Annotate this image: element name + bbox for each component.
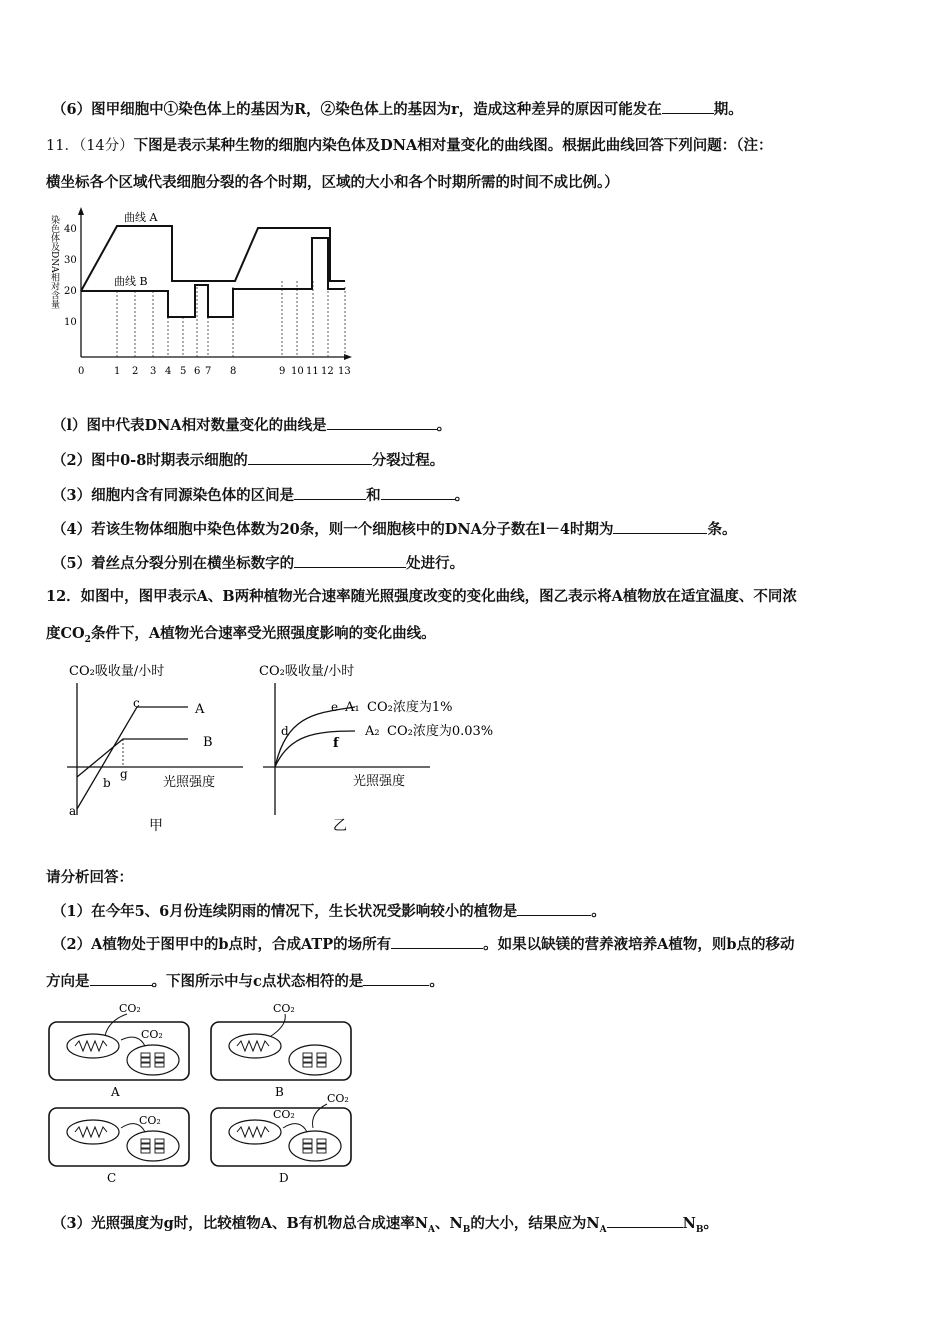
answer-blank[interactable] xyxy=(613,519,707,534)
svg-text:A: A xyxy=(111,1085,120,1099)
fig-yi-label-co2-2: CO₂浓度为0.03% xyxy=(387,724,494,739)
q12-p2: （2）A植物处于图甲中的b点时，合成ATP的场所有 。如果以缺镁的营养液培养A植物，则b点的移动 xyxy=(52,936,795,953)
cell-diagrams xyxy=(45,1000,365,1190)
fig-jia-label-a: a xyxy=(69,804,77,818)
fig-jia-label-c: c xyxy=(133,696,140,710)
svg-text:CO₂: CO₂ xyxy=(327,1092,349,1105)
y-tick-10: 10 xyxy=(64,317,77,328)
svg-text:5: 5 xyxy=(180,366,187,377)
fig-jia-label-b: b xyxy=(103,776,111,790)
svg-text:CO₂: CO₂ xyxy=(119,1002,141,1015)
x-ticks xyxy=(78,366,351,377)
fig-jia-xlabel: 光照强度 xyxy=(163,775,216,790)
q11-p2: （2）图中0-8时期表示细胞的 分裂过程。 xyxy=(52,452,445,469)
fig-yi-label-A2: A₂ xyxy=(365,724,380,739)
period-dividers xyxy=(117,281,345,357)
q11-p5: （5）着丝点分裂分别在横坐标数字的 处进行。 xyxy=(52,555,465,572)
fig-yi-label-f: f xyxy=(333,736,339,751)
svg-text:C: C xyxy=(107,1171,117,1185)
svg-text:CO₂: CO₂ xyxy=(139,1114,161,1127)
fig-yi xyxy=(255,655,535,835)
q11-chromosome-dna-chart xyxy=(40,205,360,385)
answer-blank[interactable] xyxy=(363,971,429,986)
svg-text:0: 0 xyxy=(78,366,85,377)
answer-blank[interactable] xyxy=(294,553,406,568)
svg-text:CO₂: CO₂ xyxy=(141,1028,163,1041)
svg-text:3: 3 xyxy=(150,366,157,377)
y-axis-label: 染色体及DNA相对含量 xyxy=(49,215,59,309)
answer-blank[interactable] xyxy=(248,450,372,465)
svg-text:1: 1 xyxy=(114,366,121,377)
fig-jia-label-B: B xyxy=(203,735,213,750)
fig-jia-caption: 甲 xyxy=(149,818,163,834)
fig-yi-label-A1: A₁ xyxy=(345,700,360,715)
q11-number: 11． xyxy=(46,138,79,154)
answer-blank[interactable] xyxy=(327,415,437,430)
fig-jia-curve-a xyxy=(77,707,188,809)
q12-p2b: 方向是 。下图所示中与c点状态相符的是 。 xyxy=(46,973,444,990)
svg-text:2: 2 xyxy=(132,366,139,377)
svg-text:12: 12 xyxy=(321,366,334,377)
fig-jia-curve-b xyxy=(77,739,188,777)
cell-a[interactable] xyxy=(49,1002,189,1099)
svg-text:4: 4 xyxy=(165,366,172,377)
answer-blank[interactable] xyxy=(294,485,366,500)
svg-text:13: 13 xyxy=(338,366,351,377)
cell-c[interactable] xyxy=(49,1108,189,1185)
q12-stem-line1: 12．如图中，图甲表示A、B两种植物光合速率随光照强度改变的变化曲线，图乙表示将A植物放在适宜温度、不同浓 xyxy=(46,588,797,605)
q12-ask: 请分析回答： xyxy=(46,869,133,886)
fig-jia-ylabel: CO₂吸收量/小时 xyxy=(69,664,165,679)
fig-yi-label-co2-1: CO₂浓度为1% xyxy=(367,700,453,715)
q11-p4: （4）若该生物体细胞中染色体数为20条，则一个细胞核中的DNA分子数在l－4时期为 条。 xyxy=(52,521,737,538)
q12-stem-line2: 度$CO_2$条件下，A植物光合速率受光照强度影响的变化曲线。 xyxy=(46,625,436,645)
q11-stem-line2: 横坐标各个区域代表细胞分裂的各个时期，区域的大小和各个时期所需的时间不成比例。） xyxy=(46,174,619,191)
q11-stem-text: 下图是表示某种生物的细胞内染色体及DNA相对量变化的曲线图。根据此曲线回答下列问题：（注： xyxy=(133,137,773,154)
y-axis-arrow xyxy=(78,207,84,215)
svg-text:B: B xyxy=(275,1085,284,1099)
answer-blank[interactable] xyxy=(517,901,591,916)
q11-score: （14分） xyxy=(78,138,134,154)
q11-p1: （l）图中代表DNA相对数量变化的曲线是 。 xyxy=(52,417,452,434)
y-tick-20: 20 xyxy=(64,286,77,297)
svg-text:CO₂: CO₂ xyxy=(273,1002,295,1015)
q12-p1: （1）在今年5、6月份连续阴雨的情况下，生长状况受影响较小的植物是 。 xyxy=(52,903,606,920)
curve-a-label: 曲线 A xyxy=(124,211,158,224)
svg-text:11: 11 xyxy=(306,366,319,377)
answer-blank[interactable] xyxy=(391,934,483,949)
q11-stem-line1 xyxy=(46,136,772,156)
cell-d[interactable] xyxy=(211,1092,351,1185)
cell-b[interactable] xyxy=(211,1002,351,1099)
svg-text:CO₂: CO₂ xyxy=(273,1108,295,1121)
answer-blank[interactable] xyxy=(90,971,152,986)
answer-blank[interactable] xyxy=(381,485,455,500)
fig-yi-label-e: e xyxy=(331,700,339,714)
answer-blank[interactable] xyxy=(607,1213,683,1228)
q10-part6-text: （6）图甲细胞中①染色体上的基因为R，②染色体上的基因为r，造成这种差异的原因可能发在 xyxy=(52,101,662,118)
svg-text:9: 9 xyxy=(279,366,286,377)
fig-jia-label-g: g xyxy=(120,767,128,781)
svg-text:8: 8 xyxy=(230,366,237,377)
q11-p3: （3）细胞内含有同源染色体的区间是 和 。 xyxy=(52,487,470,504)
svg-text:D: D xyxy=(279,1171,289,1185)
fig-yi-xlabel: 光照强度 xyxy=(353,774,406,789)
q10-part6-tail: 期。 xyxy=(713,101,743,118)
fig-jia-label-A: A xyxy=(195,702,205,717)
fig-yi-caption: 乙 xyxy=(333,818,347,834)
svg-text:7: 7 xyxy=(205,366,212,377)
q10-part6 xyxy=(52,99,743,120)
q12-p3: （3）光照强度为g时，比较植物A、B有机物总合成速率$N_A$、$N_B$的大小，结果应为$N_A$ $N_B$。 xyxy=(52,1215,718,1235)
y-tick-40: 40 xyxy=(64,224,77,235)
fig-jia xyxy=(55,655,255,835)
fig-yi-label-d: d xyxy=(281,724,289,738)
svg-text:10: 10 xyxy=(291,366,304,377)
svg-text:6: 6 xyxy=(194,366,201,377)
answer-blank[interactable] xyxy=(662,99,714,114)
fig-yi-ylabel: CO₂吸收量/小时 xyxy=(259,664,355,679)
curve-b-label: 曲线 B xyxy=(114,275,148,288)
y-tick-30: 30 xyxy=(64,255,77,266)
